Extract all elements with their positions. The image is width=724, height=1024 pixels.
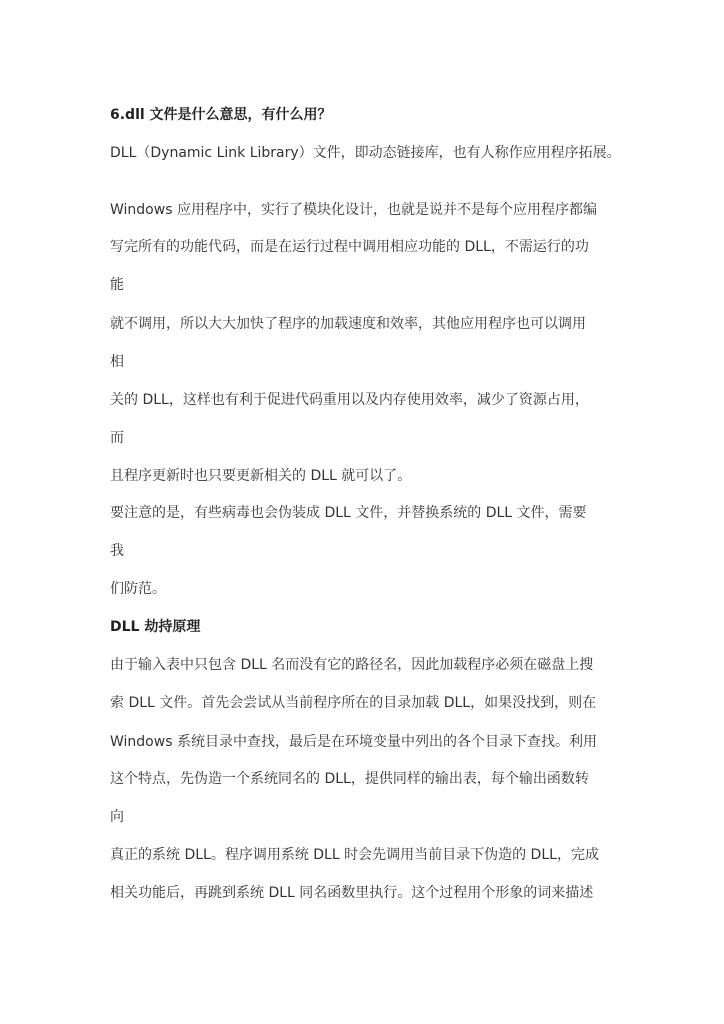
paragraph-line: 就不调用，所以大大加快了程序的加载速度和效率，其他应用程序也可以调用 [110,316,586,332]
paragraph-line: 相 [110,354,124,370]
paragraph-line: 这个特点，先伪造一个系统同名的 DLL，提供同样的输出表，每个输出函数转 [110,771,589,787]
paragraph-line: 索 DLL 文件。首先会尝试从当前程序所在的目录加载 DLL，如果没找到，则在 [110,695,597,711]
paragraph-line: 能 [110,277,124,293]
paragraph-line: 们防范。 [110,581,166,597]
paragraph-line: 关的 DLL，这样也有利于促进代码重用以及内存使用效率，减少了资源占用， [110,392,589,408]
paragraph-line: Windows 系统目录中查找，最后是在环境变量中列出的各个目录下查找。利用 [110,734,597,750]
paragraph-line: 且程序更新时也只要更新相关的 DLL 就可以了。 [110,468,412,484]
paragraph-line: 向 [110,809,124,825]
paragraph-line: 真正的系统 DLL。程序调用系统 DLL 时会先调用当前目录下伪造的 DLL，完成 [110,847,599,863]
paragraph-line: 而 [110,430,124,446]
paragraph-line: 相关功能后，再跳到系统 DLL 同名函数里执行。这个过程用个形象的词来描述 [110,885,594,901]
section-heading-dll-meaning: 6.dll 文件是什么意思，有什么用？ [110,107,332,123]
paragraph-line: Windows 应用程序中，实行了模块化设计，也就是说并不是每个应用程序都编 [110,202,597,218]
paragraph-line: DLL（Dynamic Link Library）文件，即动态链接库，也有人称作应用程序拓展。 [110,145,621,161]
paragraph-line: 要注意的是，有些病毒也会伪装成 DLL 文件，并替换系统的 DLL 文件，需要 [110,505,587,521]
paragraph-line: 我 [110,543,124,559]
paragraph-line: 写完所有的功能代码，而是在运行过程中调用相应功能的 DLL，不需运行的功 [110,239,589,255]
section-heading-dll-hijack: DLL 劫持原理 [110,619,201,635]
paragraph-line: 由于输入表中只包含 DLL 名而没有它的路径名，因此加载程序必须在磁盘上搜 [110,657,594,673]
